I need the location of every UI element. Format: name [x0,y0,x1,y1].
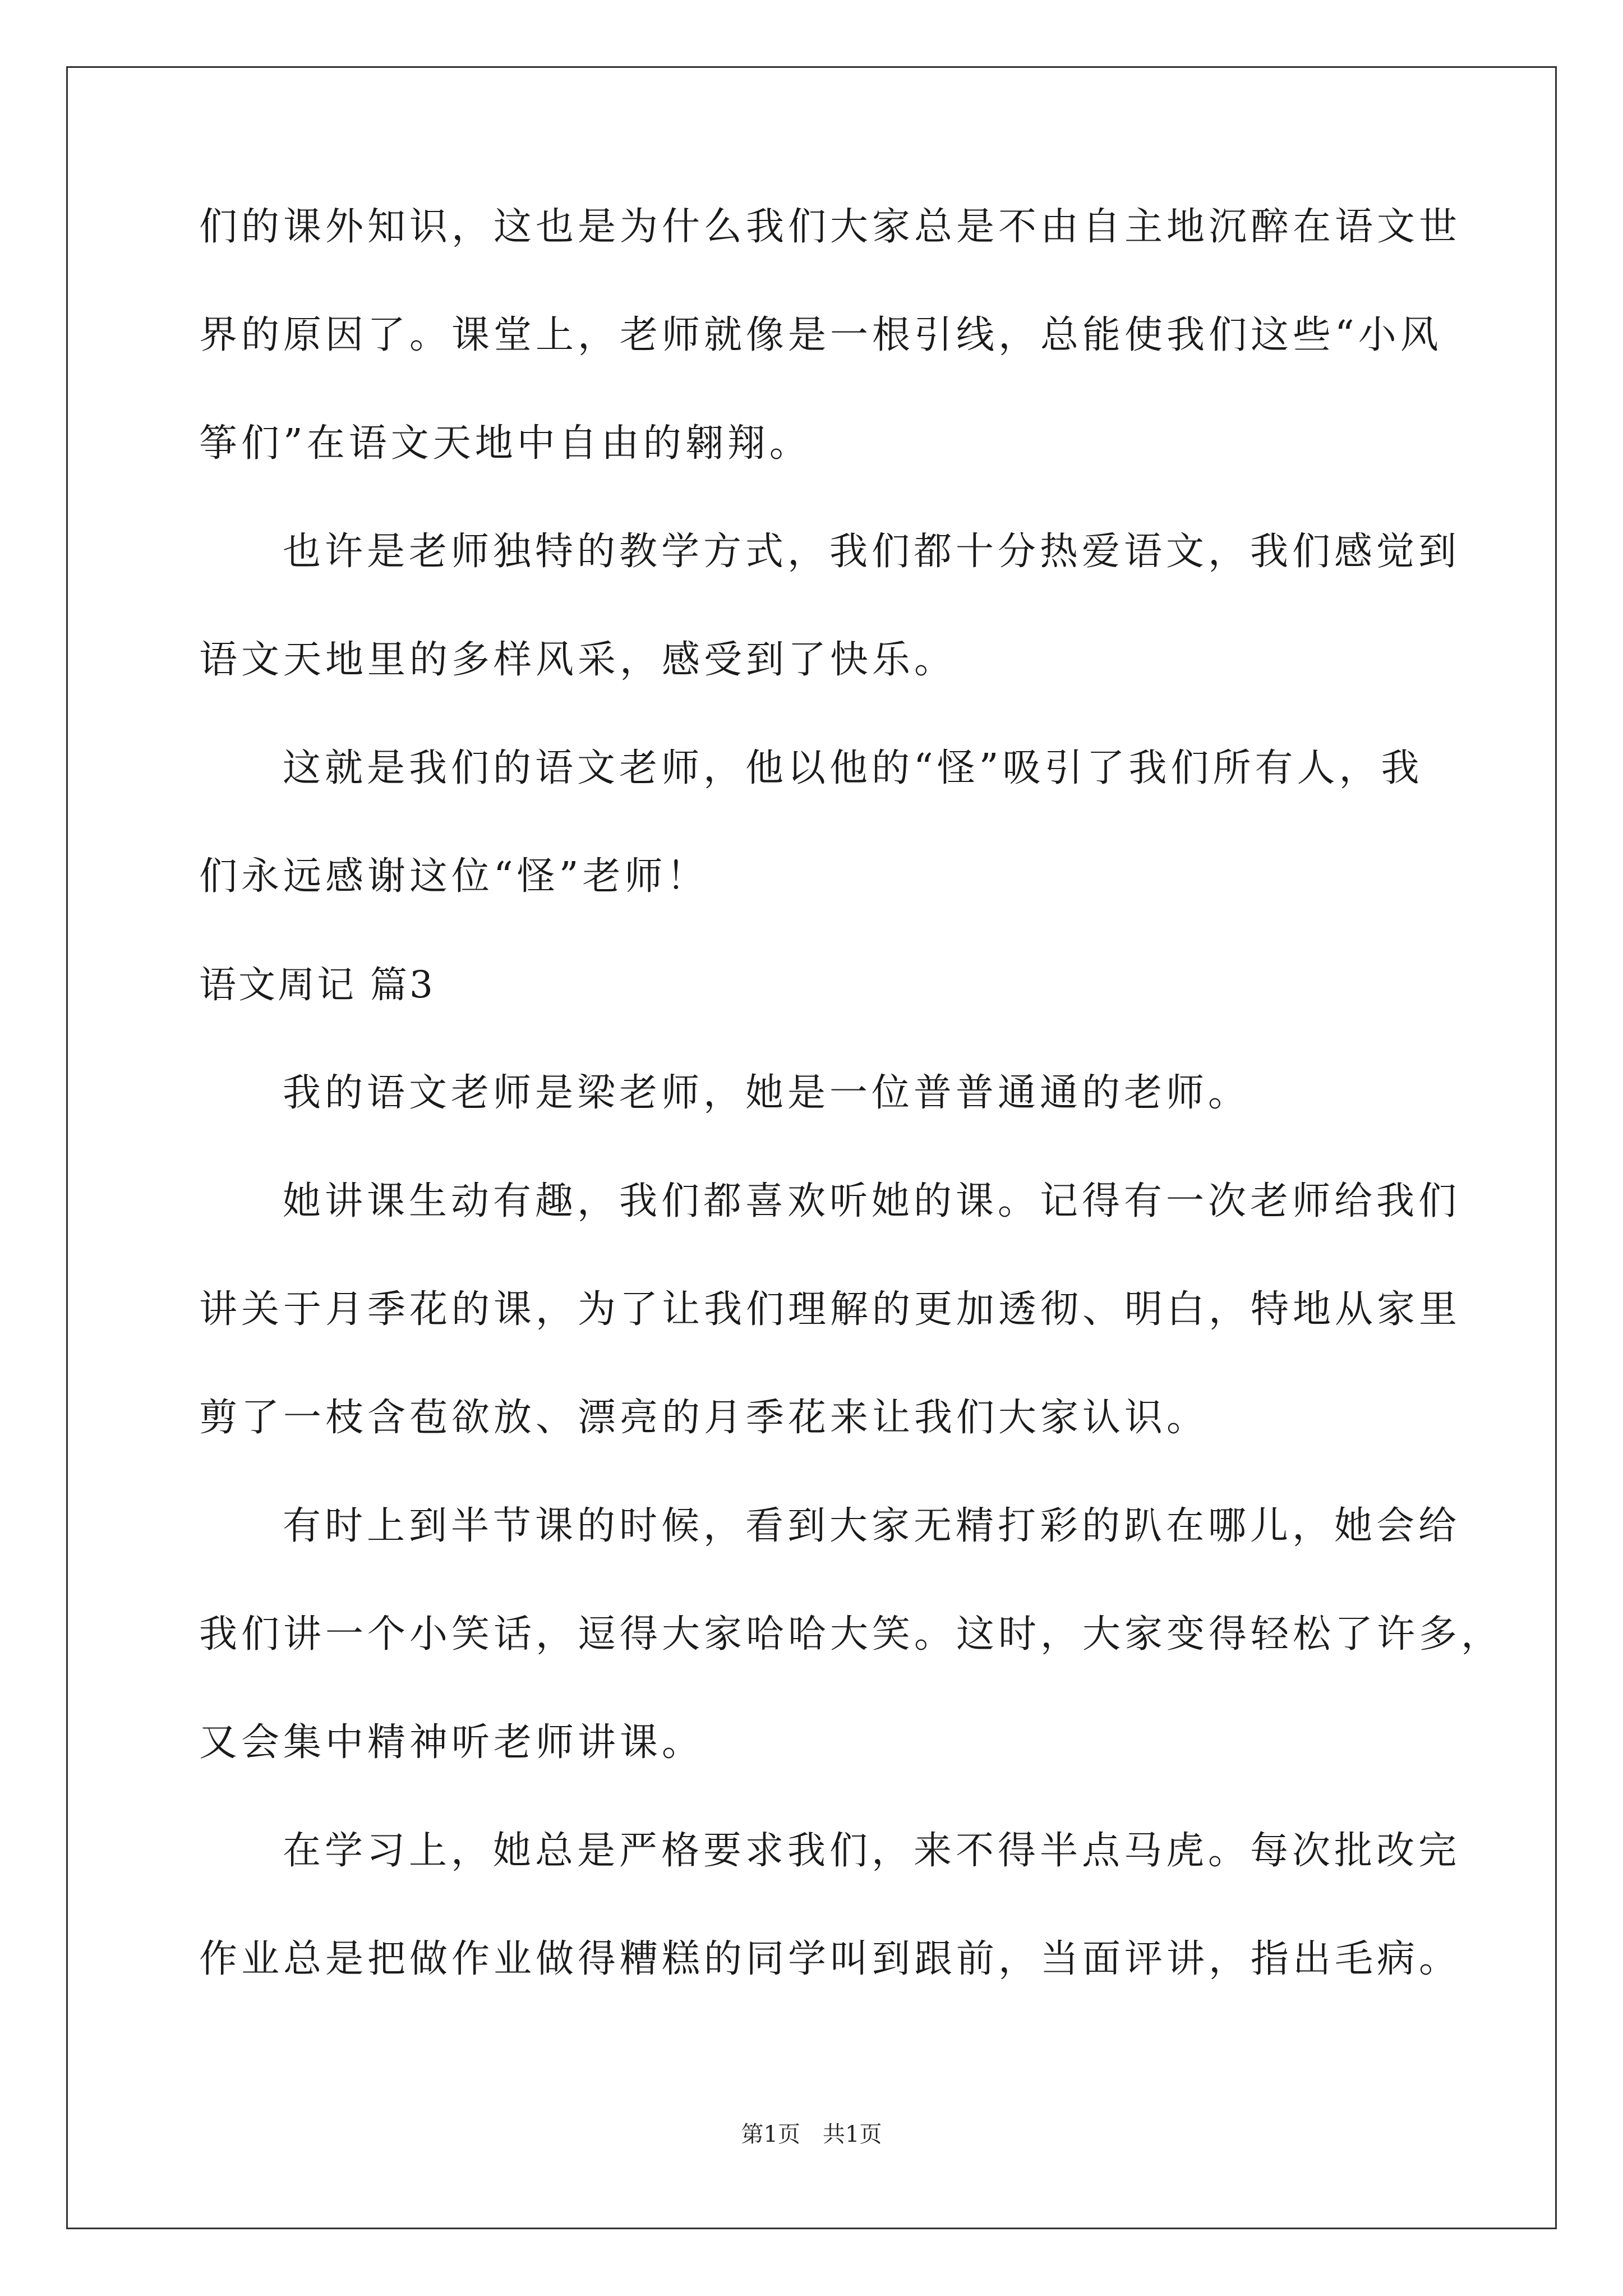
section-heading: 语文周记 篇3 [199,963,435,1006]
text-line: 又会集中精神听老师讲课。 [199,1720,704,1765]
text-line: 筝们”在语文天地中自由的翱翔。 [199,421,811,466]
paragraph-first-line: 我的语文老师是梁老师，她是一位普普通通的老师。 [283,1071,1251,1115]
text-line: 讲关于月季花的课，为了让我们理解的更加透彻、明白，特地从家里 [199,1287,1461,1332]
paragraph-first-line: 她讲课生动有趣，我们都喜欢听她的课。记得有一次老师给我们 [283,1179,1461,1223]
text-line: 我们讲一个小笑话，逗得大家哈哈大笑。这时，大家变得轻松了许多， [199,1612,1504,1657]
page-border [66,66,1557,2229]
text-line: 语文天地里的多样风采，感受到了快乐。 [199,638,957,682]
paragraph-first-line: 有时上到半节课的时候，看到大家无精打彩的趴在哪儿，她会给 [283,1504,1461,1548]
page-number-footer: 第1页 共1页 [741,2122,882,2147]
text-line: 作业总是把做作业做得糟糕的同学叫到跟前，当面评讲，指出毛病。 [199,1937,1461,1981]
paragraph-first-line: 也许是老师独特的教学方式，我们都十分热爱语文，我们感觉到 [283,530,1461,574]
text-line: 界的原因了。课堂上，老师就像是一根引线，总能使我们这些“小风 [199,313,1442,357]
paragraph-first-line: 在学习上，她总是严格要求我们，来不得半点马虎。每次批改完 [283,1829,1461,1873]
text-line: 们的课外知识，这也是为什么我们大家总是不由自主地沉醉在语文世 [199,205,1461,249]
text-line: 剪了一枝含苞欲放、漂亮的月季花来让我们大家认识。 [199,1396,1209,1440]
paragraph-first-line: 这就是我们的语文老师，他以他的“怪”吸引了我们所有人，我 [283,746,1423,790]
text-line: 们永远感谢这位“怪”老师！ [199,854,709,899]
